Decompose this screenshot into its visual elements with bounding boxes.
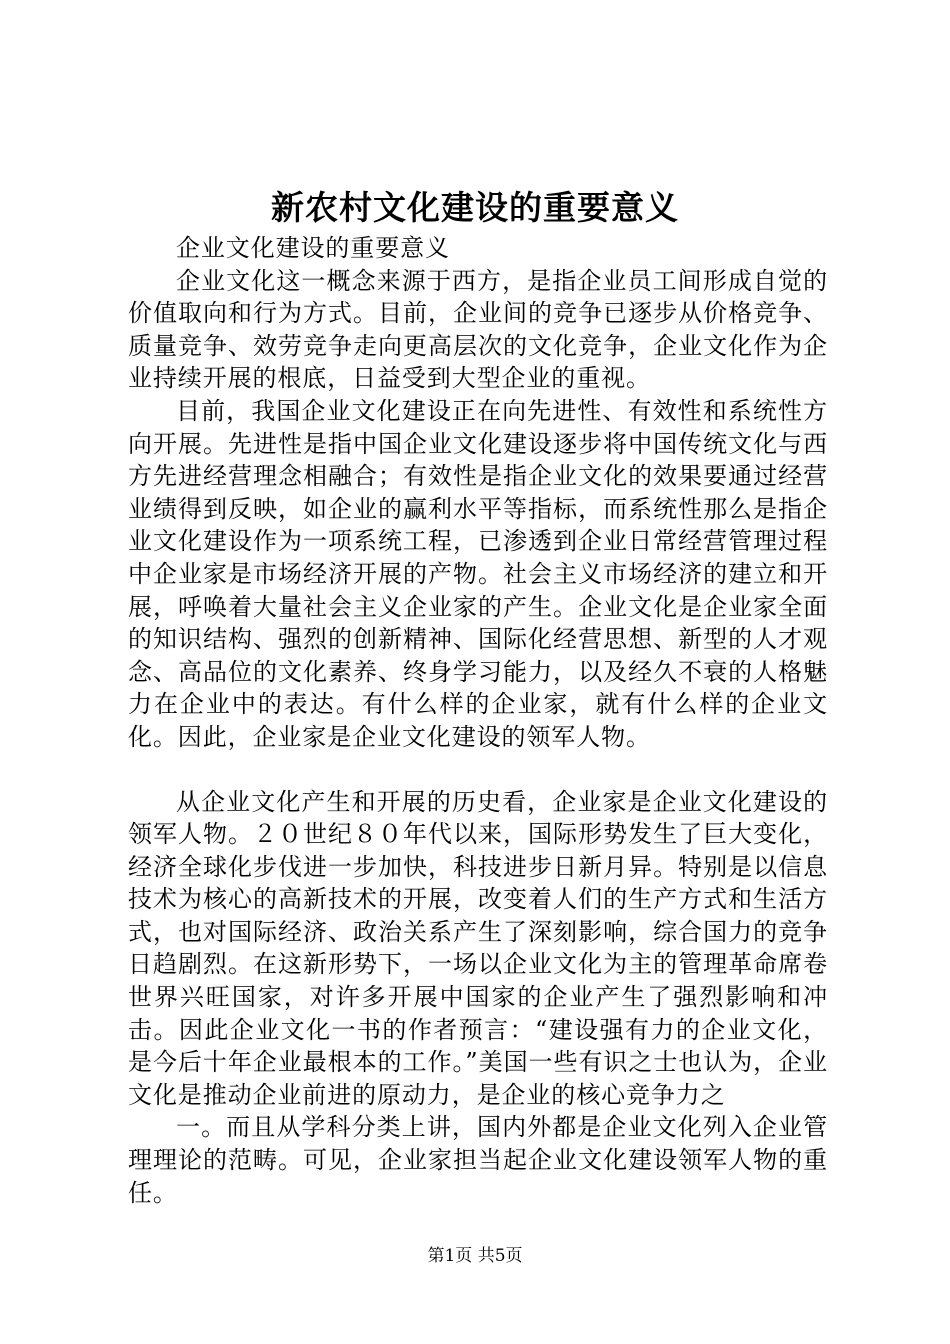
document-title: 新农村文化建设的重要意义 — [271, 188, 679, 227]
paragraph: 一。而且从学科分类上讲，国内外都是企业文化列入企业管理理论的范畴。可见，企业家担当起企业文化建设领军人物的重任。 — [128, 1113, 828, 1207]
paragraph-spacer — [128, 754, 828, 786]
paragraph: 企业文化这一概念来源于西方，是指企业员工间形成自觉的价值取向和行为方式。目前，企业间的竞争已逐步从价格竞争、质量竞争、效劳竞争走向更高层次的文化竞争，企业文化作为企业持续开展的根底，日益受到大型企业的重视。 — [128, 266, 828, 393]
document-body — [128, 232, 828, 1209]
paragraph: 从企业文化产生和开展的历史看，企业家是企业文化建设的领军人物。２０世纪８０年代以来，国际形势发生了巨大变化，经济全球化步伐进一步加快，科技进步日新月异。特别是以信息技术为核心的高新技术的开展，改变着人们的生产方式和生活方式，也对国际经济、政治关系产生了深刻影响，综合国力的竞争日趋剧烈。在这新形势下，一场以企业文化为主的管理革命席卷世界兴旺国家，对许多开展中国家的企业产生了强烈影响和冲击。因此企业文化一书的作者预言：“建设强有力的企业文化，是今后十年企业最根本的工作。”美国一些有识之士也认为，企业文化是推动企业前进的原动力，是企业的核心竞争力之 — [128, 787, 828, 1109]
paragraph: 目前，我国企业文化建设正在向先进性、有效性和系统性方向开展。先进性是指中国企业文化建设逐步将中国传统文化与西方先进经营理念相融合；有效性是指企业文化的效果要通过经营业绩得到反映，如企业的赢利水平等指标，而系统性那么是指企业文化建设作为一项系统工程，已渗透到企业日常经营管理过程中企业家是市场经济开展的产物。社会主义市场经济的建立和开展，呼唤着大量社会主义企业家的产生。企业文化是企业家全面的知识结构、强烈的创新精神、国际化经营思想、新型的人才观念、高品位的文化素养、终身学习能力，以及经久不衰的人格魅力在企业中的表达。有什么样的企业家，就有什么样的企业文化。因此，企业家是企业文化建设的领军人物。 — [128, 396, 828, 751]
page-number-footer: 第1页 共5页 — [427, 1246, 523, 1266]
paragraph-heading: 企业文化建设的重要意义 — [176, 234, 450, 262]
